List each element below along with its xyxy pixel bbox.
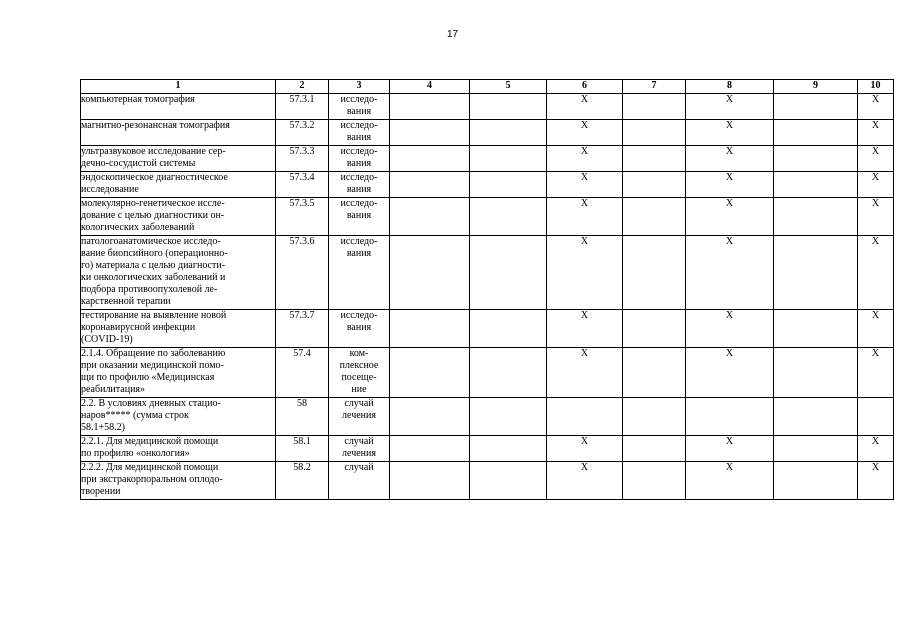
cell-col-10: X — [858, 172, 894, 198]
cell-col-1: 2.1.4. Обращение по заболеванию при оказании медицинской помо- щи по профилю «Медицинская реабилитация» — [81, 348, 276, 398]
cell-col-6: X — [547, 146, 623, 172]
cell-col-6: X — [547, 348, 623, 398]
cell-col-8: X — [686, 436, 774, 462]
table-row — [81, 310, 894, 348]
table-row — [81, 236, 894, 310]
cell-col-4 — [390, 198, 470, 236]
cell-col-10: X — [858, 146, 894, 172]
cell-col-10: X — [858, 198, 894, 236]
cell-col-1: молекулярно-генетическое иссле- дование с целью диагностики он- кологических заболеваний — [81, 198, 276, 236]
cell-col-1: тестирование на выявление новой коронавирусной инфекции (COVID-19) — [81, 310, 276, 348]
cell-col-8: X — [686, 198, 774, 236]
cell-col-4 — [390, 348, 470, 398]
cell-col-5 — [470, 198, 547, 236]
cell-col-6: X — [547, 462, 623, 500]
cell-col-3: исследо- вания — [329, 310, 390, 348]
cell-col-3: случай лечения — [329, 436, 390, 462]
table-row — [81, 172, 894, 198]
cell-col-1: ультразвуковое исследование сер- дечно-сосудистой системы — [81, 146, 276, 172]
column-header-6: 6 — [547, 80, 623, 94]
cell-col-4 — [390, 146, 470, 172]
cell-col-9 — [774, 462, 858, 500]
header-row — [81, 80, 894, 94]
cell-col-10: X — [858, 120, 894, 146]
cell-col-5 — [470, 120, 547, 146]
cell-col-4 — [390, 94, 470, 120]
cell-col-8: X — [686, 348, 774, 398]
cell-col-7 — [623, 146, 686, 172]
cell-col-5 — [470, 236, 547, 310]
cell-col-10: X — [858, 436, 894, 462]
table-row — [81, 348, 894, 398]
cell-col-9 — [774, 310, 858, 348]
cell-col-2: 57.3.5 — [276, 198, 329, 236]
cell-col-3: ком- плексное посеще- ние — [329, 348, 390, 398]
cell-col-10 — [858, 398, 894, 436]
cell-col-6: X — [547, 120, 623, 146]
cell-col-2: 57.3.6 — [276, 236, 329, 310]
cell-col-5 — [470, 94, 547, 120]
cell-col-10: X — [858, 462, 894, 500]
column-header-8: 8 — [686, 80, 774, 94]
cell-col-8: X — [686, 94, 774, 120]
cell-col-1: эндоскопическое диагностическое исследование — [81, 172, 276, 198]
cell-col-9 — [774, 172, 858, 198]
cell-col-1: 2.2. В условиях дневных стацио- наров***** (сумма строк 58.1+58.2) — [81, 398, 276, 436]
cell-col-5 — [470, 172, 547, 198]
cell-col-5 — [470, 348, 547, 398]
cell-col-7 — [623, 94, 686, 120]
cell-col-9 — [774, 348, 858, 398]
column-header-7: 7 — [623, 80, 686, 94]
cell-col-3: исследо- вания — [329, 198, 390, 236]
cell-col-9 — [774, 146, 858, 172]
cell-col-5 — [470, 436, 547, 462]
cell-col-9 — [774, 198, 858, 236]
cell-col-7 — [623, 348, 686, 398]
table-row — [81, 436, 894, 462]
table-row — [81, 146, 894, 172]
cell-col-7 — [623, 198, 686, 236]
column-header-1: 1 — [81, 80, 276, 94]
cell-col-3: исследо- вания — [329, 146, 390, 172]
cell-col-2: 58.2 — [276, 462, 329, 500]
cell-col-4 — [390, 310, 470, 348]
cell-col-8 — [686, 398, 774, 436]
cell-col-1: патологоанатомическое исследо- вание биопсийного (операционно- го) материала с целью диагности- ки онкологических заболеваний и подбора противоопухолевой ле- карственной терапии — [81, 236, 276, 310]
page-number: 17 — [446, 29, 459, 40]
column-header-9: 9 — [774, 80, 858, 94]
cell-col-2: 58.1 — [276, 436, 329, 462]
cell-col-8: X — [686, 172, 774, 198]
cell-col-7 — [623, 310, 686, 348]
cell-col-6: X — [547, 198, 623, 236]
cell-col-7 — [623, 120, 686, 146]
cell-col-5 — [470, 462, 547, 500]
table-row — [81, 120, 894, 146]
cell-col-8: X — [686, 310, 774, 348]
cell-col-1: компьютерная томография — [81, 94, 276, 120]
cell-col-1: 2.2.1. Для медицинской помощи по профилю «онкология» — [81, 436, 276, 462]
cell-col-7 — [623, 172, 686, 198]
cell-col-9 — [774, 120, 858, 146]
cell-col-10: X — [858, 236, 894, 310]
table-body — [81, 94, 894, 500]
cell-col-7 — [623, 236, 686, 310]
cell-col-2: 57.3.2 — [276, 120, 329, 146]
cell-col-8: X — [686, 236, 774, 310]
cell-col-6: X — [547, 236, 623, 310]
cell-col-6: X — [547, 94, 623, 120]
cell-col-2: 57.3.7 — [276, 310, 329, 348]
cell-col-4 — [390, 120, 470, 146]
cell-col-8: X — [686, 146, 774, 172]
column-header-2: 2 — [276, 80, 329, 94]
cell-col-7 — [623, 436, 686, 462]
cell-col-5 — [470, 398, 547, 436]
table-row — [81, 198, 894, 236]
cell-col-3: исследо- вания — [329, 236, 390, 310]
cell-col-10: X — [858, 94, 894, 120]
cell-col-8: X — [686, 120, 774, 146]
cell-col-1: 2.2.2. Для медицинской помощи при экстракорпоральном оплодо- творении — [81, 462, 276, 500]
table-row — [81, 398, 894, 436]
cell-col-7 — [623, 398, 686, 436]
cell-col-9 — [774, 436, 858, 462]
table-row — [81, 462, 894, 500]
cell-col-5 — [470, 146, 547, 172]
cell-col-6: X — [547, 310, 623, 348]
cell-col-2: 57.3.1 — [276, 94, 329, 120]
cell-col-9 — [774, 94, 858, 120]
cell-col-9 — [774, 398, 858, 436]
cell-col-4 — [390, 236, 470, 310]
column-header-5: 5 — [470, 80, 547, 94]
cell-col-6: X — [547, 436, 623, 462]
cell-col-4 — [390, 172, 470, 198]
cell-col-6: X — [547, 172, 623, 198]
cell-col-10: X — [858, 310, 894, 348]
cell-col-4 — [390, 436, 470, 462]
column-header-3: 3 — [329, 80, 390, 94]
column-header-4: 4 — [390, 80, 470, 94]
cell-col-2: 58 — [276, 398, 329, 436]
cell-col-3: случай — [329, 462, 390, 500]
cell-col-3: исследо- вания — [329, 94, 390, 120]
cell-col-7 — [623, 462, 686, 500]
cell-col-8: X — [686, 462, 774, 500]
cell-col-2: 57.3.3 — [276, 146, 329, 172]
cell-col-1: магнитно-резонансная томография — [81, 120, 276, 146]
cell-col-5 — [470, 310, 547, 348]
cell-col-9 — [774, 236, 858, 310]
cell-col-3: случай лечения — [329, 398, 390, 436]
data-table — [80, 79, 894, 500]
cell-col-2: 57.3.4 — [276, 172, 329, 198]
column-header-10: 10 — [858, 80, 894, 94]
cell-col-3: исследо- вания — [329, 120, 390, 146]
cell-col-3: исследо- вания — [329, 172, 390, 198]
cell-col-4 — [390, 462, 470, 500]
cell-col-2: 57.4 — [276, 348, 329, 398]
cell-col-4 — [390, 398, 470, 436]
cell-col-6 — [547, 398, 623, 436]
cell-col-10: X — [858, 348, 894, 398]
table-row — [81, 94, 894, 120]
